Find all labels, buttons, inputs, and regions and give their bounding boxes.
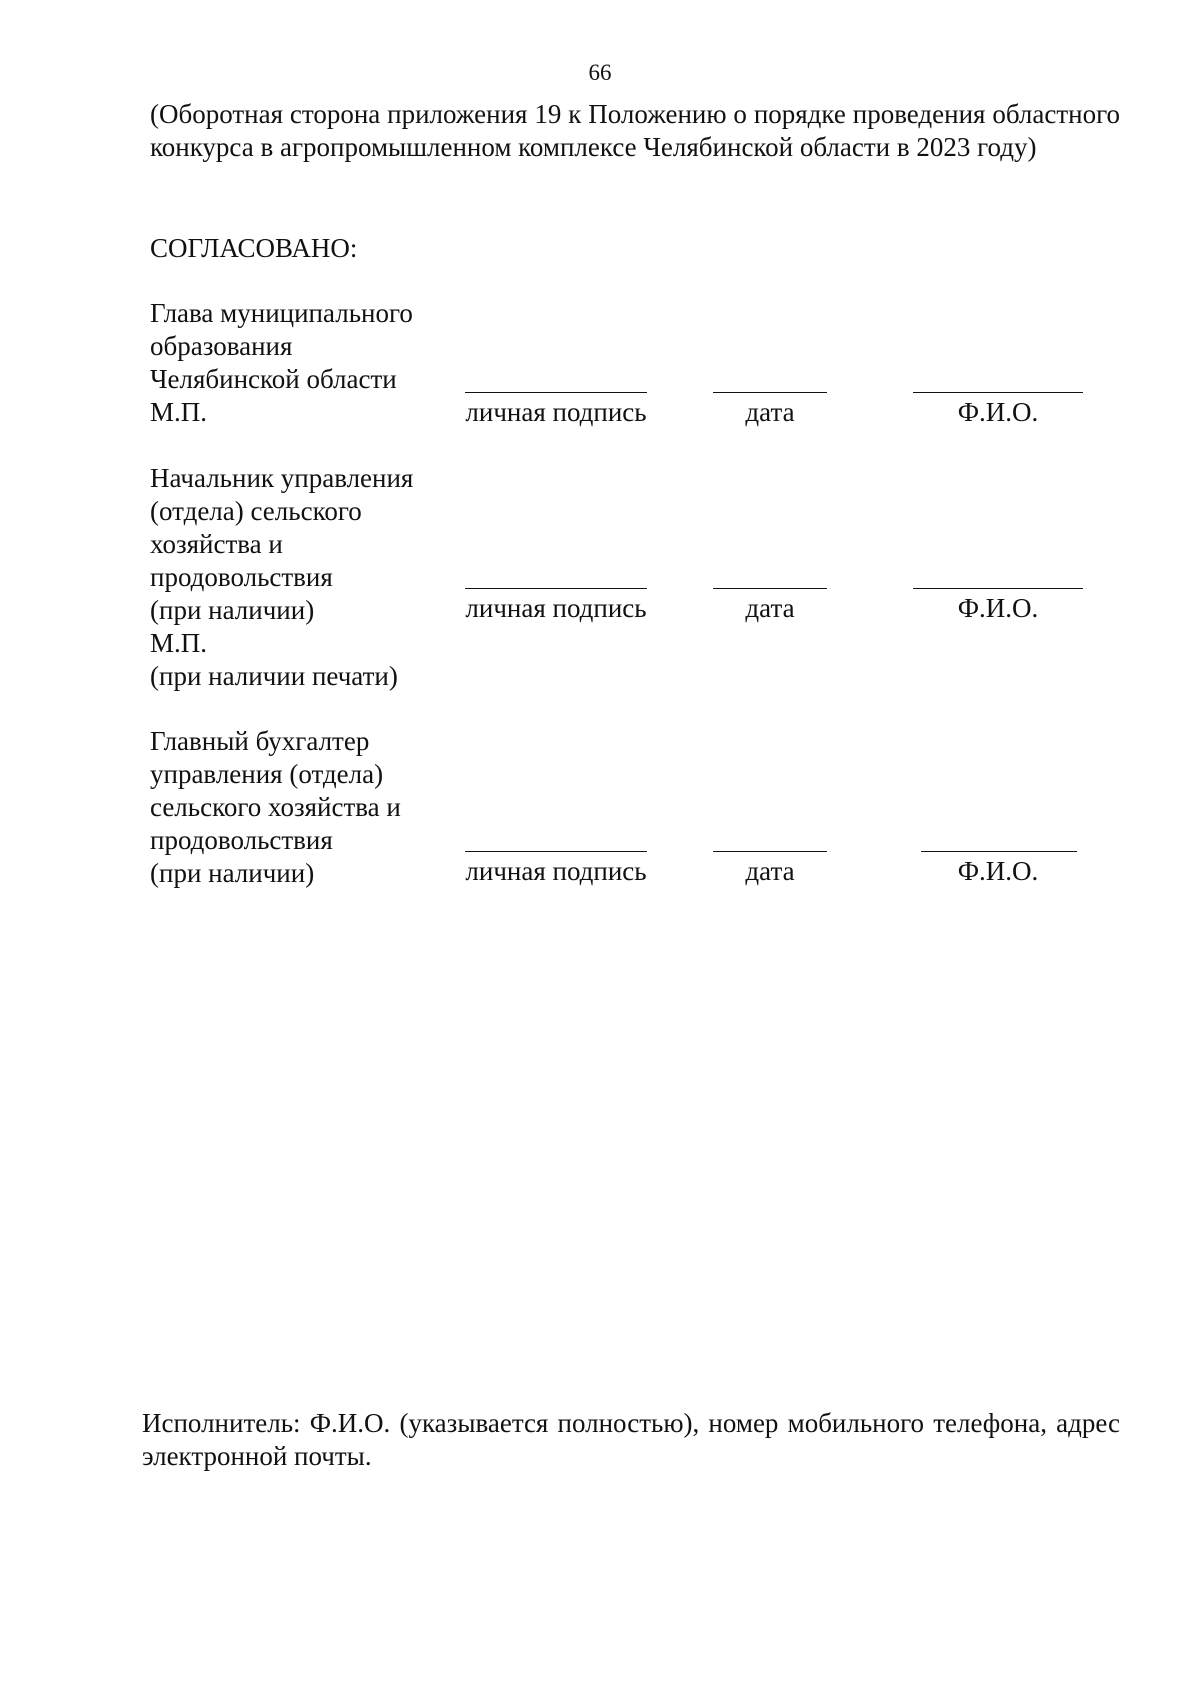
role-line: М.П.: [150, 397, 208, 427]
role-line: М.П.: [150, 628, 208, 658]
signature-caption: личная подпись: [465, 856, 647, 886]
role-line: (при наличии): [150, 858, 315, 888]
date-caption: дата: [745, 397, 795, 427]
page-number: 66: [588, 60, 612, 85]
name-caption: Ф.И.О.: [957, 856, 1039, 886]
signature-role: [150, 462, 450, 693]
role-line: Начальник управления: [150, 463, 414, 493]
role-line: Глава муниципального: [150, 298, 413, 328]
name-line: [913, 392, 1083, 393]
role-line: (при наличии печати): [150, 661, 398, 691]
signature-block-agriculture-head: [150, 462, 1120, 692]
role-line: Челябинской области: [150, 364, 397, 394]
appendix-header-note: (Оборотная сторона приложения 19 к Положению о порядке проведения областного конкурса в агропромышленном комплексе Челябинской области в 2023 году): [150, 99, 1120, 162]
executor-note: Исполнитель: Ф.И.О. (указывается полностью), номер мобильного телефона, адрес электронной почты.: [142, 1408, 1120, 1471]
role-line: хозяйства и: [150, 529, 283, 559]
signature-role: [150, 297, 450, 429]
signature-caption: личная подпись: [465, 397, 647, 427]
signature-caption: личная подпись: [465, 593, 647, 623]
date-line: [713, 392, 827, 393]
role-line: управления (отдела): [150, 759, 384, 789]
role-line: (при наличии): [150, 595, 315, 625]
signature-line: [465, 392, 647, 393]
date-caption: дата: [745, 593, 795, 623]
role-line: продовольствия: [150, 825, 333, 855]
role-line: Главный бухгалтер: [150, 726, 370, 756]
date-caption: дата: [745, 856, 795, 886]
signature-role: [150, 725, 450, 890]
signature-block-municipal-head: [150, 297, 1120, 437]
signature-line: [465, 588, 647, 589]
role-line: (отдела) сельского: [150, 496, 362, 526]
date-line: [713, 851, 827, 852]
role-line: сельского хозяйства и: [150, 792, 401, 822]
role-line: образования: [150, 331, 293, 361]
name-line: [913, 588, 1083, 589]
name-caption: Ф.И.О.: [957, 397, 1039, 427]
name-line: [921, 851, 1077, 852]
role-line: продовольствия: [150, 562, 333, 592]
signature-block-chief-accountant: [150, 725, 1120, 895]
name-caption: Ф.И.О.: [957, 593, 1039, 623]
date-line: [713, 588, 827, 589]
approved-label: СОГЛАСОВАНО:: [150, 233, 358, 263]
signature-line: [465, 851, 647, 852]
